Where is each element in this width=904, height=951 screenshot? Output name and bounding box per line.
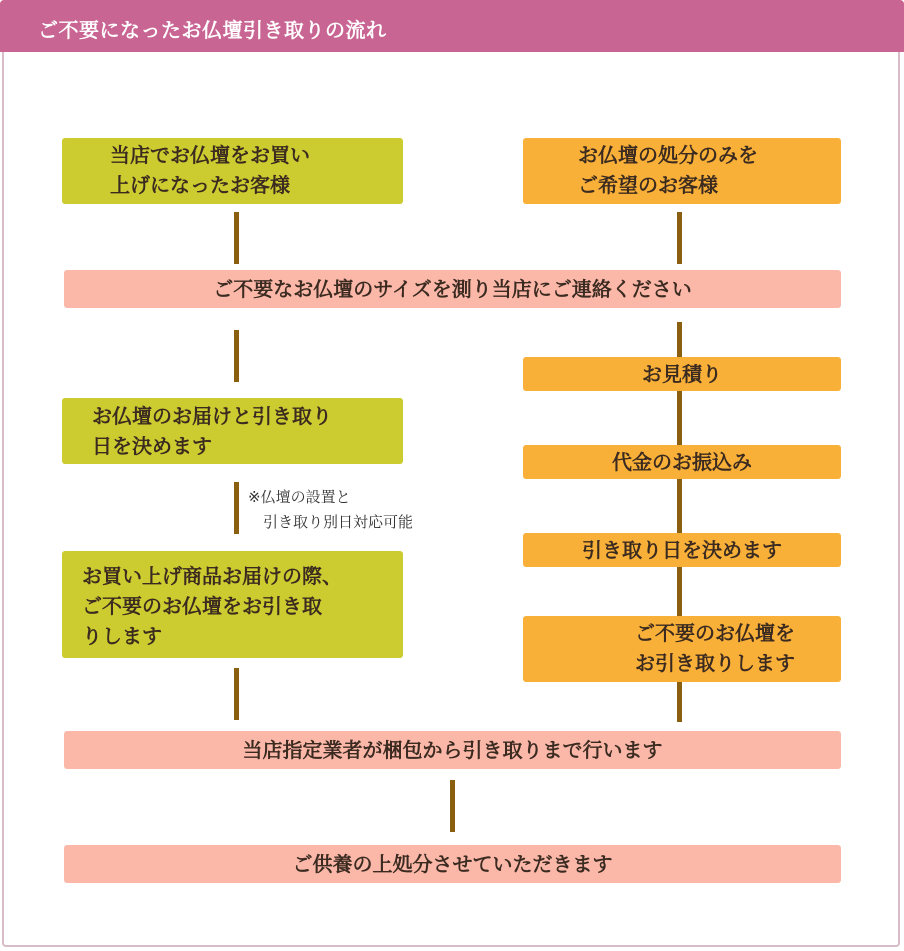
step-measure-and-contact: ご不要なお仏壇のサイズを測り当店にご連絡ください [64, 270, 841, 308]
step-decide-delivery-date: お仏壇のお届けと引き取り 日を決めます [62, 398, 403, 464]
step-payment: 代金のお振込み [523, 445, 841, 479]
connector-left-4 [234, 668, 239, 720]
step-pickup: ご不要のお仏壇を お引き取りします [523, 616, 841, 682]
connector-right-1 [677, 212, 682, 264]
connector-left-2 [234, 330, 239, 382]
step-pickup-on-delivery: お買い上げ商品お届けの際、 ご不要のお仏壇をお引き取 りします [62, 551, 403, 658]
step-purchased-customer: 当店でお仏壇をお買い 上げになったお客様 [62, 138, 403, 204]
header-bar [0, 0, 904, 52]
connector-center [450, 780, 455, 832]
note-separate-days: ※仏壇の設置と 引き取り別日対応可能 [248, 488, 414, 531]
page-title: ご不要になったお仏壇引き取りの流れ [38, 18, 387, 42]
connector-left-1 [234, 212, 239, 264]
connector-left-3 [234, 482, 239, 534]
step-packing-and-pickup: 当店指定業者が梱包から引き取りまで行います [64, 731, 841, 769]
step-disposal-only-customer: お仏壇の処分のみを ご希望のお客様 [523, 138, 841, 204]
step-memorial-disposal: ご供養の上処分させていただきます [64, 845, 841, 883]
step-estimate: お見積り [523, 357, 841, 391]
step-decide-pickup-date: 引き取り日を決めます [523, 533, 841, 567]
